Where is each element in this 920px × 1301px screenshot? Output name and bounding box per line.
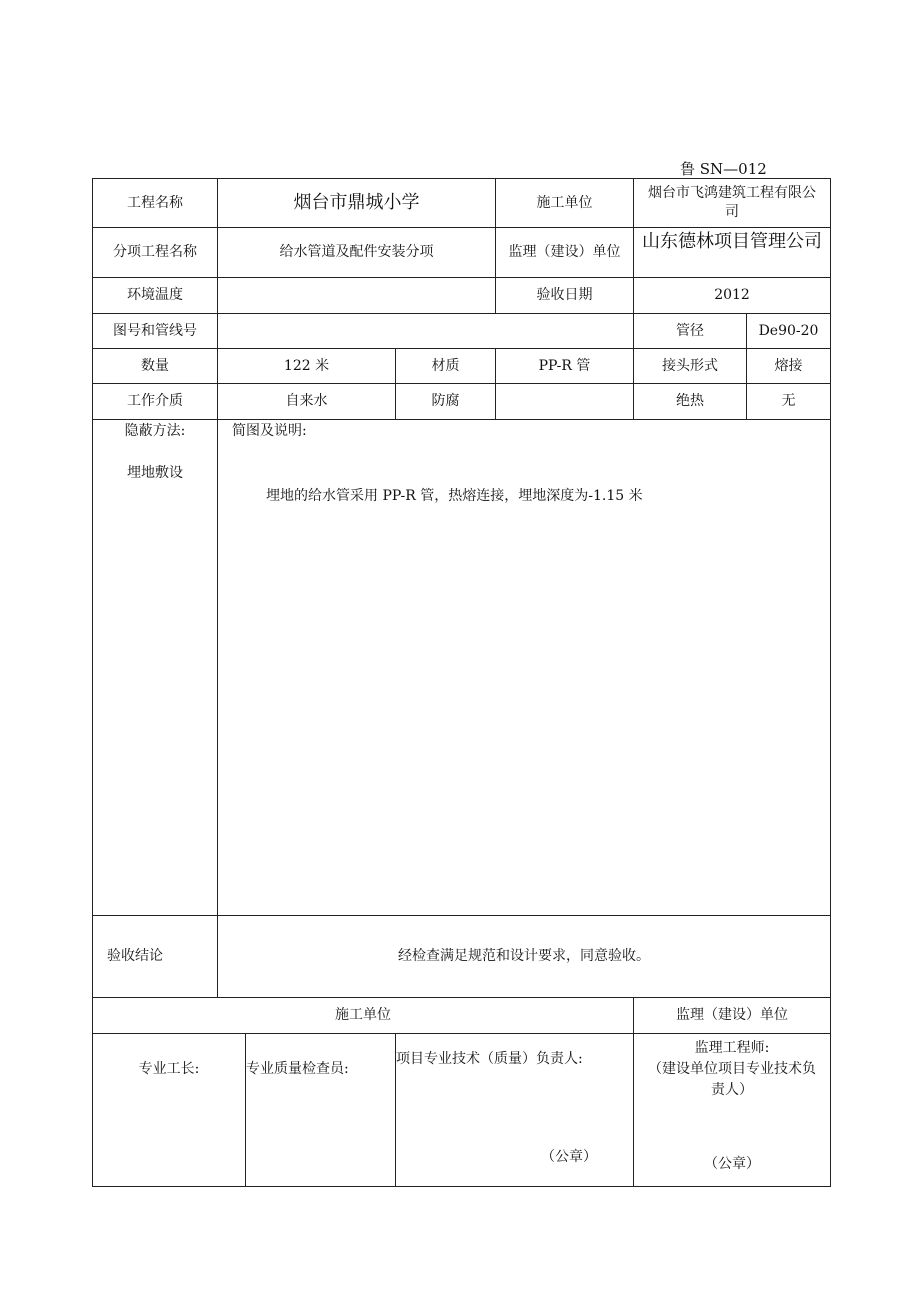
material-value: PP-R 管	[496, 349, 634, 384]
sketch-description: 埋地的给水管采用 PP-R 管，热熔连接，埋地深度为-1.15 米	[266, 487, 643, 504]
supervisor-seal: （公章）	[704, 1156, 761, 1172]
drawing-value	[218, 314, 634, 349]
row-env	[93, 278, 831, 314]
supervisor-engineer-label: 监理工程师: （建设单位项目专业技术负 责人）	[648, 1040, 817, 1098]
supervisor-header: 监理（建设）单位	[634, 998, 831, 1034]
concealment-method-value: 埋地敷设	[127, 464, 183, 481]
subitem-value: 给水管道及配件安装分项	[218, 228, 496, 278]
row-concealment	[93, 420, 831, 916]
env-temp-value	[218, 278, 496, 314]
row-project	[93, 179, 831, 228]
acceptance-form-table	[92, 178, 831, 1187]
joint-label: 接头形式	[634, 349, 747, 384]
contractor-label: 施工单位	[496, 179, 634, 228]
foreman-cell	[93, 1034, 246, 1187]
row-conclusion	[93, 916, 831, 998]
tech-lead-cell	[396, 1034, 634, 1187]
project-name-label: 工程名称	[93, 179, 218, 228]
document-code: 鲁 SN—012	[680, 160, 767, 178]
row-signature-headers	[93, 998, 831, 1034]
anticorrosion-label: 防腐	[396, 384, 496, 420]
conclusion-label: 验收结论	[93, 916, 218, 998]
insulation-value: 无	[747, 384, 831, 420]
diameter-value: De90-20	[747, 314, 831, 349]
supervisor-value: 山东德林项目管理公司	[634, 228, 831, 278]
subitem-label: 分项工程名称	[93, 228, 218, 278]
medium-value: 自来水	[218, 384, 396, 420]
quantity-value: 122 米	[218, 349, 396, 384]
concealment-method-label: 隐蔽方法:	[124, 423, 186, 439]
supervisor-engineer-cell	[634, 1034, 831, 1187]
drawing-label: 图号和管线号	[93, 314, 218, 349]
material-label: 材质	[396, 349, 496, 384]
row-medium	[93, 384, 831, 420]
row-signatures	[93, 1034, 831, 1187]
joint-value: 熔接	[747, 349, 831, 384]
env-temp-label: 环境温度	[93, 278, 218, 314]
supervisor-label: 监理（建设）单位	[496, 228, 634, 278]
sketch-label: 简图及说明:	[232, 423, 307, 439]
project-name-value: 烟台市鼎城小学	[218, 179, 496, 228]
acceptance-date-label: 验收日期	[496, 278, 634, 314]
insulation-label: 绝热	[634, 384, 747, 420]
row-drawing	[93, 314, 831, 349]
acceptance-date-value: 2012	[634, 278, 831, 314]
tech-lead-label: 项目专业技术（质量）负责人:	[396, 1051, 583, 1067]
sketch-cell	[218, 420, 831, 916]
contractor-header: 施工单位	[93, 998, 634, 1034]
row-subitem	[93, 228, 831, 278]
foreman-label: 专业工长:	[138, 1061, 200, 1077]
quantity-label: 数量	[93, 349, 218, 384]
contractor-value: 烟台市飞鸿建筑工程有限公 司	[634, 179, 831, 228]
medium-label: 工作介质	[93, 384, 218, 420]
row-quantity	[93, 349, 831, 384]
concealment-method-cell	[93, 420, 218, 916]
contractor-seal: （公章）	[541, 1149, 597, 1165]
conclusion-value: 经检查满足规范和设计要求，同意验收。	[218, 916, 831, 998]
diameter-label: 管径	[634, 314, 747, 349]
quality-inspector-cell	[246, 1034, 396, 1187]
anticorrosion-value	[496, 384, 634, 420]
quality-inspector-label: 专业质量检查员:	[246, 1061, 349, 1077]
